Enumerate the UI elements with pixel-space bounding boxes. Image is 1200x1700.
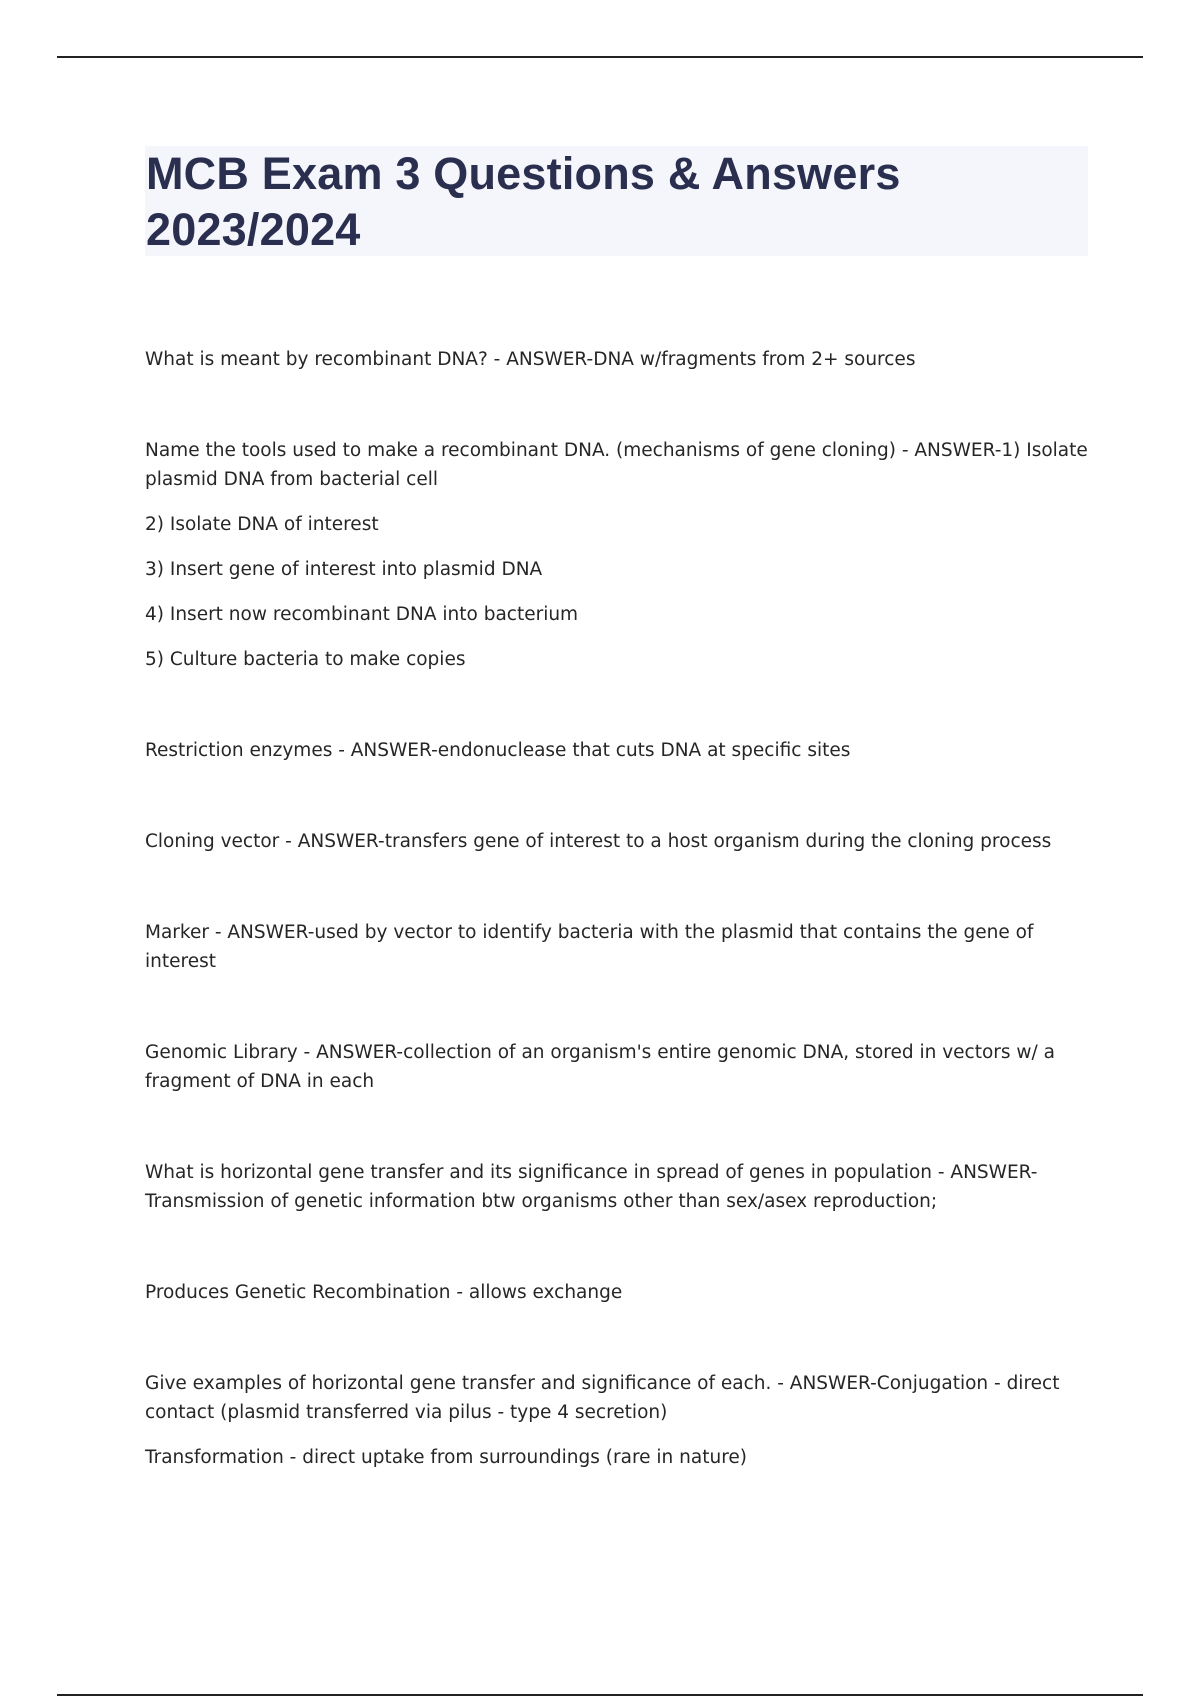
header-rule [57, 56, 1143, 58]
qa-item [145, 345, 1090, 374]
qa-item [145, 1278, 1090, 1307]
qa-text: Marker - ANSWER-used by vector to identify bacteria with the plasmid that contains the gene of interest [145, 922, 1034, 972]
qa-item [145, 1158, 1090, 1216]
qa-text: Produces Genetic Recombination - allows exchange [145, 1282, 623, 1303]
qa-list [145, 345, 1090, 1534]
qa-item [145, 736, 1090, 765]
qa-step: 5) Culture bacteria to make copies [145, 649, 466, 670]
qa-text: Name the tools used to make a recombinant DNA. (mechanisms of gene cloning) - ANSWER-1) Isolate plasmid DNA from bacterial cell [145, 440, 1088, 490]
qa-step: 4) Insert now recombinant DNA into bacterium [145, 604, 579, 625]
qa-text: What is meant by recombinant DNA? - ANSWER-DNA w/fragments from 2+ sources [145, 349, 916, 370]
title-block [145, 146, 1088, 256]
document-title: MCB Exam 3 Questions & Answers 2023/2024 [146, 148, 901, 255]
qa-text: Restriction enzymes - ANSWER-endonuclease that cuts DNA at specific sites [145, 740, 851, 761]
qa-text: Cloning vector - ANSWER-transfers gene of interest to a host organism during the cloning process [145, 831, 1052, 852]
qa-item [145, 436, 1090, 674]
qa-text: What is horizontal gene transfer and its significance in spread of genes in population - ANSWER-Transmission of genetic information btw organisms other than sex/asex reproduction; [145, 1162, 1038, 1212]
qa-text: Transformation - direct uptake from surroundings (rare in nature) [145, 1447, 747, 1468]
qa-item [145, 827, 1090, 856]
qa-item [145, 1369, 1090, 1472]
qa-step: 3) Insert gene of interest into plasmid DNA [145, 559, 543, 580]
qa-item [145, 1038, 1090, 1096]
qa-text: Give examples of horizontal gene transfer and significance of each. - ANSWER-Conjugation - direct contact (plasmid transferred via pilus - type 4 secretion) [145, 1373, 1060, 1423]
qa-step: 2) Isolate DNA of interest [145, 514, 379, 535]
qa-text: Genomic Library - ANSWER-collection of an organism's entire genomic DNA, stored in vectors w/ a fragment of DNA in each [145, 1042, 1055, 1092]
qa-item [145, 918, 1090, 976]
footer-rule [57, 1694, 1143, 1696]
